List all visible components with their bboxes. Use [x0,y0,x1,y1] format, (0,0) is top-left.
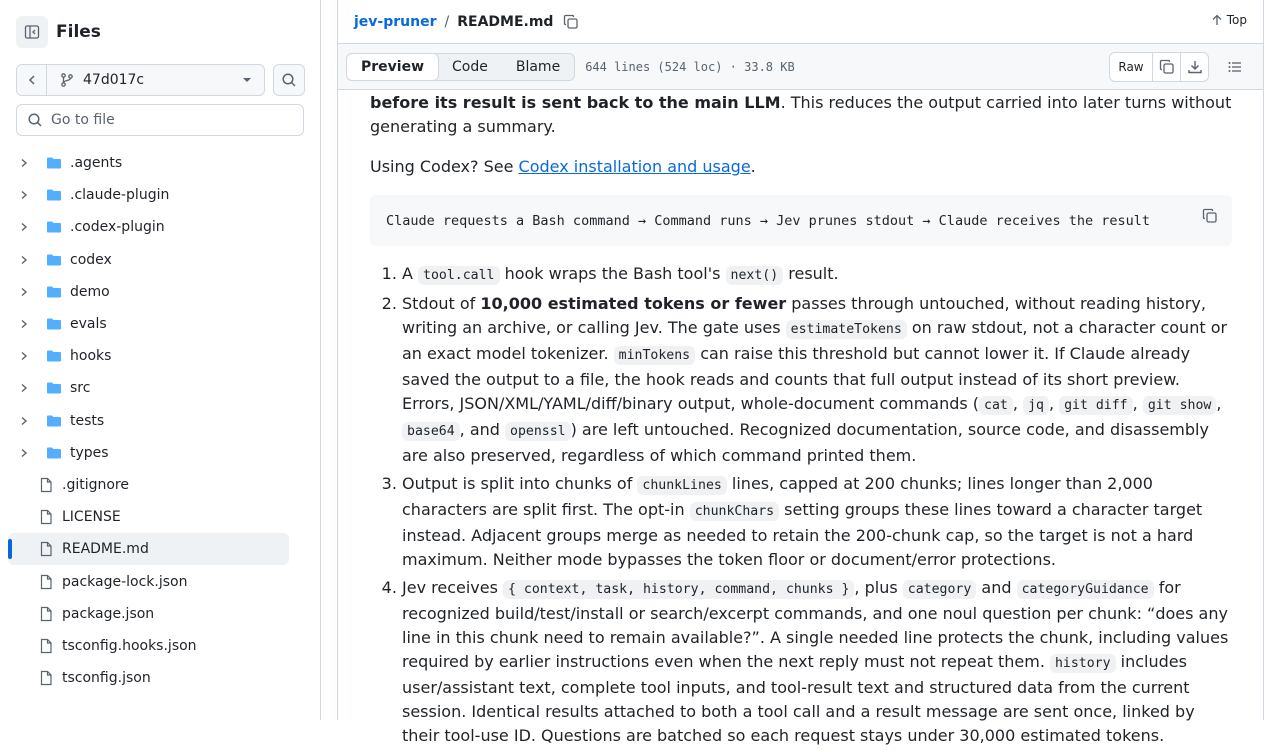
tree-item-label: types [70,444,109,461]
steps-list [370,262,1232,748]
inline-code: openssl [505,422,571,441]
search-icon [27,112,43,128]
text: Stdout of [402,294,481,313]
expand-toggle[interactable] [16,319,32,329]
text: can raise this threshold but cannot lower it. If Claude already saved the output to a file, the hook reads and counts that full output instead of its short preview. Errors, JSON/XML/YAML/diff/binary output, whole-document commands ( [402,344,1191,413]
folder-icon [46,219,62,235]
go-to-file-input[interactable] [51,112,291,128]
chevron-right-icon [19,448,29,458]
flow-code-block [370,195,1232,246]
chevron-right-icon [19,351,29,361]
text: result. [783,264,839,283]
inline-code: tool.call [418,266,499,285]
list-unordered-icon [1227,59,1243,75]
tree-folder-item[interactable] [8,405,292,437]
file-viewer [337,0,1264,745]
expand-toggle[interactable] [16,416,32,426]
folder-icon [46,445,62,461]
chevron-right-icon [19,255,29,265]
tree-item-label: .claude-plugin [70,187,170,204]
expand-toggle[interactable] [16,255,32,265]
text: includes user/assistant text, complete tool inputs, and tool-result text and structured data from the current session. Identical results attached to both a tool call and a result message are sent once, linked by their tool-use ID. Questions are batched so each request stays under 30,000 estimated tokens. [402,652,1195,745]
expand-toggle[interactable] [16,222,32,232]
folder-icon-wrap [46,284,62,300]
folder-icon-wrap [46,252,62,268]
inline-code: minTokens [614,346,695,365]
arrow-up-icon [1211,14,1223,26]
folder-icon [46,380,62,396]
tree-item-label: demo [70,283,110,300]
folder-icon-wrap [46,155,62,171]
branch-name: 47d017c [83,72,145,88]
top-button[interactable] [1211,13,1247,27]
file-icon [38,606,54,622]
text: lines, capped at 200 chunks; lines longer than 2,000 characters are split first. The opt-in [402,474,1153,519]
git-branch-icon [59,72,75,88]
folder-icon-wrap [46,445,62,461]
file-tree-sidebar [0,0,321,720]
inline-code: chunkLines [637,476,726,495]
download-icon [1187,59,1203,75]
expand-toggle[interactable] [16,383,32,393]
tree-file-item[interactable] [8,598,292,630]
text: A [402,264,419,283]
text: , plus [854,578,903,597]
file-icon [38,477,54,493]
breadcrumb-file-name: README.md [457,13,554,30]
text: setting groups these lines toward a character target instead. Adjacent groups merge as needed to retain the 200-chunk cap, so the target is not a hard maximum. Neither mode bypasses the token floor or document/error protections. [402,500,1203,569]
folder-icon [46,348,62,364]
file-icon-wrap [38,574,54,590]
tree-file-item[interactable] [8,630,292,662]
collapse-sidebar-button[interactable] [16,16,48,48]
breadcrumb-repo-link[interactable]: jev-pruner [354,13,437,30]
inline-code: category [903,580,977,599]
copy-icon [1159,59,1175,75]
tree-folder-item[interactable] [8,244,292,276]
file-icon-wrap [38,541,54,557]
folder-icon [46,284,62,300]
list-item [402,292,1232,468]
raw-button[interactable]: Raw [1118,60,1144,74]
file-actions [1109,52,1249,82]
raw-actions-group [1109,52,1209,82]
folder-icon-wrap [46,413,62,429]
search-button[interactable] [273,64,305,96]
sidebar-header [16,16,101,48]
tree-folder-item[interactable] [8,147,292,179]
file-header [338,0,1263,44]
list-item [402,576,1232,748]
tree-item-label: .gitignore [62,476,129,493]
folder-icon [46,316,62,332]
text: , [1216,394,1222,413]
folder-icon [46,187,62,203]
bold-text: before its result is sent back to the main LLM [370,93,781,112]
file-icon-wrap [38,477,54,493]
file-icon-wrap [38,670,54,686]
file-icon [38,574,54,590]
file-toolbar [338,44,1263,90]
top-label: Top [1226,13,1247,27]
text: ) are left untouched. Recognized documentation, source code, and disassembly are also preserved, regardless of which command printed them. [402,420,1209,465]
copy-code-button[interactable] [1202,208,1218,232]
chevron-right-icon [19,287,29,297]
chevron-right-icon [19,190,29,200]
chevron-right-icon [19,222,29,232]
inline-code: next() [726,266,784,285]
inline-code: cat [979,396,1013,415]
tree-item-label: evals [70,316,107,333]
folder-icon-wrap [46,348,62,364]
tab-preview[interactable]: Preview [346,53,439,81]
tree-file-item[interactable] [8,469,292,501]
file-meta: 644 lines (524 loc) · 33.8 KB [585,59,795,74]
sidebar-title: Files [56,22,101,42]
file-icon [38,509,54,525]
chevron-right-icon [19,416,29,426]
inline-code: git diff [1059,396,1133,415]
copy-icon [563,14,579,30]
tree-folder-item[interactable] [8,308,292,340]
text: Output is split into chunks of [402,474,638,493]
tree-folder-item[interactable] [8,276,292,308]
tree-item-label: package.json [62,605,155,622]
file-icon [38,541,54,557]
tree-item-label: tsconfig.json [62,670,151,687]
search-icon [281,72,297,88]
tree-item-label: codex [70,251,112,268]
bold-text: 10,000 estimated tokens or fewer [480,294,787,313]
list-item [402,472,1232,572]
expand-toggle[interactable] [16,351,32,361]
tree-folder-item[interactable] [8,372,292,404]
branch-group [16,64,265,96]
folder-icon [46,252,62,268]
readme-paragraph [370,91,1232,139]
inline-code: { context, task, history, command, chunks } [503,580,854,599]
text: and [976,578,1017,597]
codex-paragraph [370,155,1232,179]
text: , [1012,394,1024,413]
tree-folder-item[interactable] [8,179,292,211]
folder-icon [46,155,62,171]
readme-content [370,91,1232,752]
back-button[interactable] [17,65,47,95]
tree-item-label: .codex-plugin [70,219,165,236]
file-icon-wrap [38,606,54,622]
text: , and [459,420,505,439]
expand-toggle[interactable] [16,190,32,200]
flow-code-text: Claude requests a Bash command → Command runs → Jev prunes stdout → Claude receives the result [386,213,1151,229]
inline-code: categoryGuidance [1017,580,1154,599]
folder-icon-wrap [46,187,62,203]
sidebar-collapse-icon [24,24,40,40]
tree-file-item[interactable] [8,662,292,694]
tree-file-item[interactable] [8,533,289,565]
inline-code: git show [1143,396,1217,415]
breadcrumb-separator: / [444,13,450,30]
tree-item-label: .agents [70,155,123,172]
tree-item-label: tsconfig.hooks.json [62,637,197,654]
inline-code: estimateTokens [786,320,907,339]
tree-item-label: src [70,380,91,397]
tab-code[interactable]: Code [452,58,488,75]
go-to-file-field[interactable] [16,104,304,136]
chevron-right-icon [19,158,29,168]
folder-icon-wrap [46,316,62,332]
folder-icon [46,413,62,429]
tree-item-label: LICENSE [62,509,121,526]
chevron-left-icon [26,74,38,86]
text: hook wraps the Bash tool's [499,264,726,283]
paragraph-text: . This reduces the output carried into later turns without generating a summary. [370,93,1232,136]
paragraph-text: . [750,157,756,176]
folder-icon-wrap [46,380,62,396]
text: for recognized build/test/install or search/excerpt commands, and one noul question per chunk: “does any line in this chunk need to remain available?”. A single needed line protects the chunk, including values required by earlier instructions even when the next reply must not repeat them. [402,578,1229,671]
inline-code: history [1050,654,1116,673]
inline-code: chunkChars [690,502,779,521]
file-icon-wrap [38,638,54,654]
file-icon [38,670,54,686]
tree-item-label: hooks [70,348,112,365]
text: Jev receives [402,578,504,597]
expand-toggle[interactable] [16,158,32,168]
text: , [1132,394,1143,413]
inline-code: base64 [402,422,460,441]
codex-installation-link[interactable]: Codex installation and usage [518,157,751,176]
tree-item-label: README.md [62,541,149,558]
list-item [402,262,1232,288]
tree-file-item[interactable] [8,501,292,533]
branch-row [16,64,305,96]
copy-icon [1202,208,1218,224]
download-button[interactable] [1180,53,1208,81]
file-tree [8,147,292,694]
file-icon [38,638,54,654]
branch-selector[interactable] [47,65,264,95]
text: , [1048,394,1060,413]
tree-item-label: tests [70,412,105,429]
tree-folder-item[interactable] [8,437,292,469]
view-mode-tabs [346,53,575,81]
text: passes through untouched, without reading history, writing an archive, or calling Jev. The gate uses [402,294,1206,337]
copy-path-button[interactable] [563,14,579,30]
folder-icon-wrap [46,219,62,235]
file-icon-wrap [38,509,54,525]
chevron-right-icon [19,383,29,393]
tree-folder-item[interactable] [8,340,292,372]
tab-blame[interactable]: Blame [515,58,561,75]
caret-down-icon [242,75,252,85]
tree-folder-item[interactable] [8,211,292,243]
text: on raw stdout, not a character count or an exact model tokenizer. [402,318,1228,363]
paragraph-text: Using Codex? See [370,157,519,176]
chevron-right-icon [19,319,29,329]
tree-item-label: package-lock.json [62,573,188,590]
expand-toggle[interactable] [16,448,32,458]
inline-code: jq [1023,396,1049,415]
outline-button[interactable] [1221,53,1249,81]
tree-file-item[interactable] [8,565,292,597]
copy-raw-button[interactable] [1152,53,1180,81]
expand-toggle[interactable] [16,287,32,297]
